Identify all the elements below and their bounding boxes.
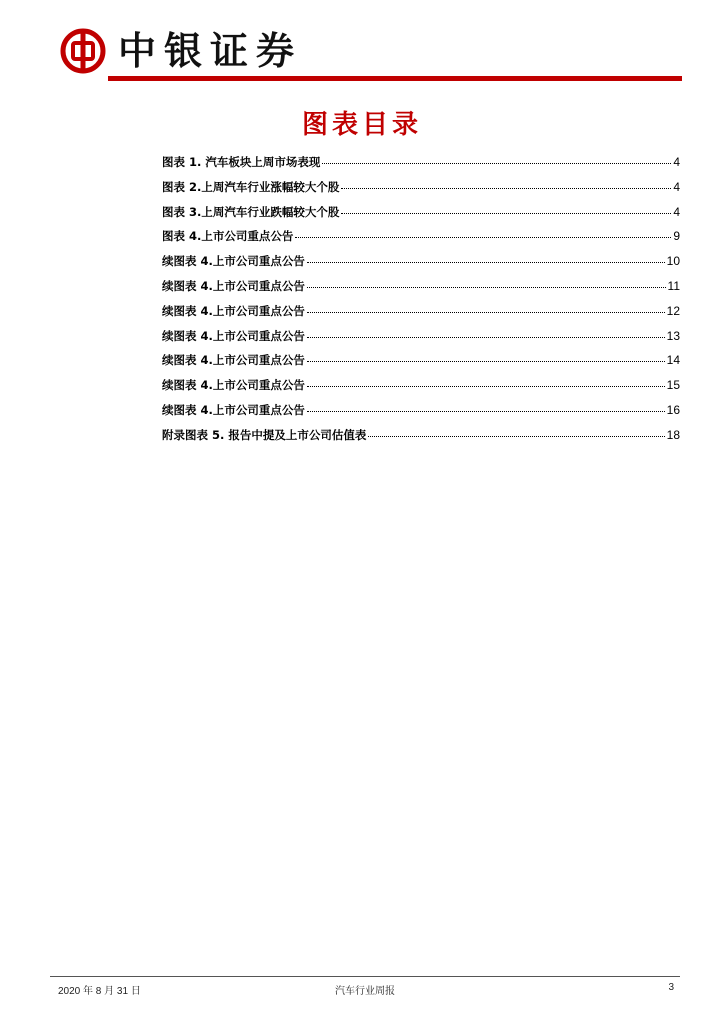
toc-entry[interactable] (162, 398, 680, 423)
toc-entry[interactable] (162, 175, 680, 200)
toc-entry-page: 16 (666, 402, 680, 417)
toc-entry-label: 附录图表 5. 报告中提及上市公司估值表 (162, 427, 367, 442)
toc-leader-dots (368, 435, 664, 437)
toc-leader-dots (307, 311, 665, 313)
toc-entry-page: 4 (673, 179, 680, 194)
bank-of-china-logo-icon (60, 28, 106, 74)
toc-entry-label: 图表 3.上周汽车行业跌幅较大个股 (162, 204, 340, 219)
toc-entry-page: 18 (666, 427, 680, 442)
toc-leader-dots (307, 360, 665, 362)
toc-entry-label: 续图表 4.上市公司重点公告 (162, 254, 305, 269)
toc-leader-dots (341, 187, 671, 189)
toc-entry[interactable] (162, 249, 680, 274)
toc-leader-dots (307, 336, 665, 338)
toc-entry[interactable] (162, 324, 680, 349)
toc-entry[interactable] (162, 373, 680, 398)
toc-entry-page: 11 (667, 278, 680, 293)
toc-entry[interactable] (162, 150, 680, 175)
toc-entry[interactable] (162, 224, 680, 249)
toc-leader-dots (341, 212, 671, 214)
toc-entry-label: 图表 1. 汽车板块上周市场表现 (162, 155, 321, 169)
toc-list (162, 150, 680, 448)
toc-entry-label: 图表 2.上周汽车行业涨幅较大个股 (162, 179, 340, 194)
footer-rule (50, 976, 680, 977)
toc-entry-page: 4 (673, 204, 680, 219)
toc-entry[interactable] (162, 423, 680, 448)
toc-entry-label: 续图表 4.上市公司重点公告 (162, 303, 305, 318)
toc-entry-page: 14 (666, 353, 680, 368)
toc-entry-page: 4 (673, 155, 680, 169)
page-footer (50, 982, 680, 998)
toc-entry[interactable] (162, 200, 680, 225)
toc-leader-dots (307, 410, 665, 412)
toc-entry[interactable] (162, 299, 680, 324)
toc-entry-page: 10 (666, 254, 680, 269)
toc-title: 图表目录 (301, 110, 422, 140)
toc-entry-label: 续图表 4.上市公司重点公告 (162, 402, 305, 417)
toc-entry-page: 9 (673, 229, 680, 244)
toc-entry-label: 续图表 4.上市公司重点公告 (162, 353, 305, 368)
toc-entry-label: 图表 4.上市公司重点公告 (162, 229, 294, 244)
footer-page-number: 3 (668, 982, 674, 993)
footer-report-type: 汽车行业周报 (335, 986, 395, 997)
toc-leader-dots (307, 286, 666, 288)
toc-leader-dots (322, 162, 671, 164)
brand-name: 中银证券 (118, 28, 303, 73)
toc-entry-label: 续图表 4.上市公司重点公告 (162, 328, 305, 343)
page-header (60, 26, 682, 84)
footer-date: 2020 年 8 月 31 日 (58, 986, 141, 997)
toc-entry-page: 15 (666, 378, 680, 393)
toc-leader-dots (307, 385, 665, 387)
toc-entry[interactable] (162, 274, 680, 299)
header-rule (108, 76, 682, 81)
toc-leader-dots (295, 236, 671, 238)
toc-entry-page: 12 (666, 303, 680, 318)
toc-entry-label: 续图表 4.上市公司重点公告 (162, 278, 305, 293)
toc-entry-label: 续图表 4.上市公司重点公告 (162, 378, 305, 393)
toc-entry-page: 13 (666, 328, 680, 343)
toc-entry[interactable] (162, 348, 680, 373)
toc-leader-dots (307, 261, 665, 263)
